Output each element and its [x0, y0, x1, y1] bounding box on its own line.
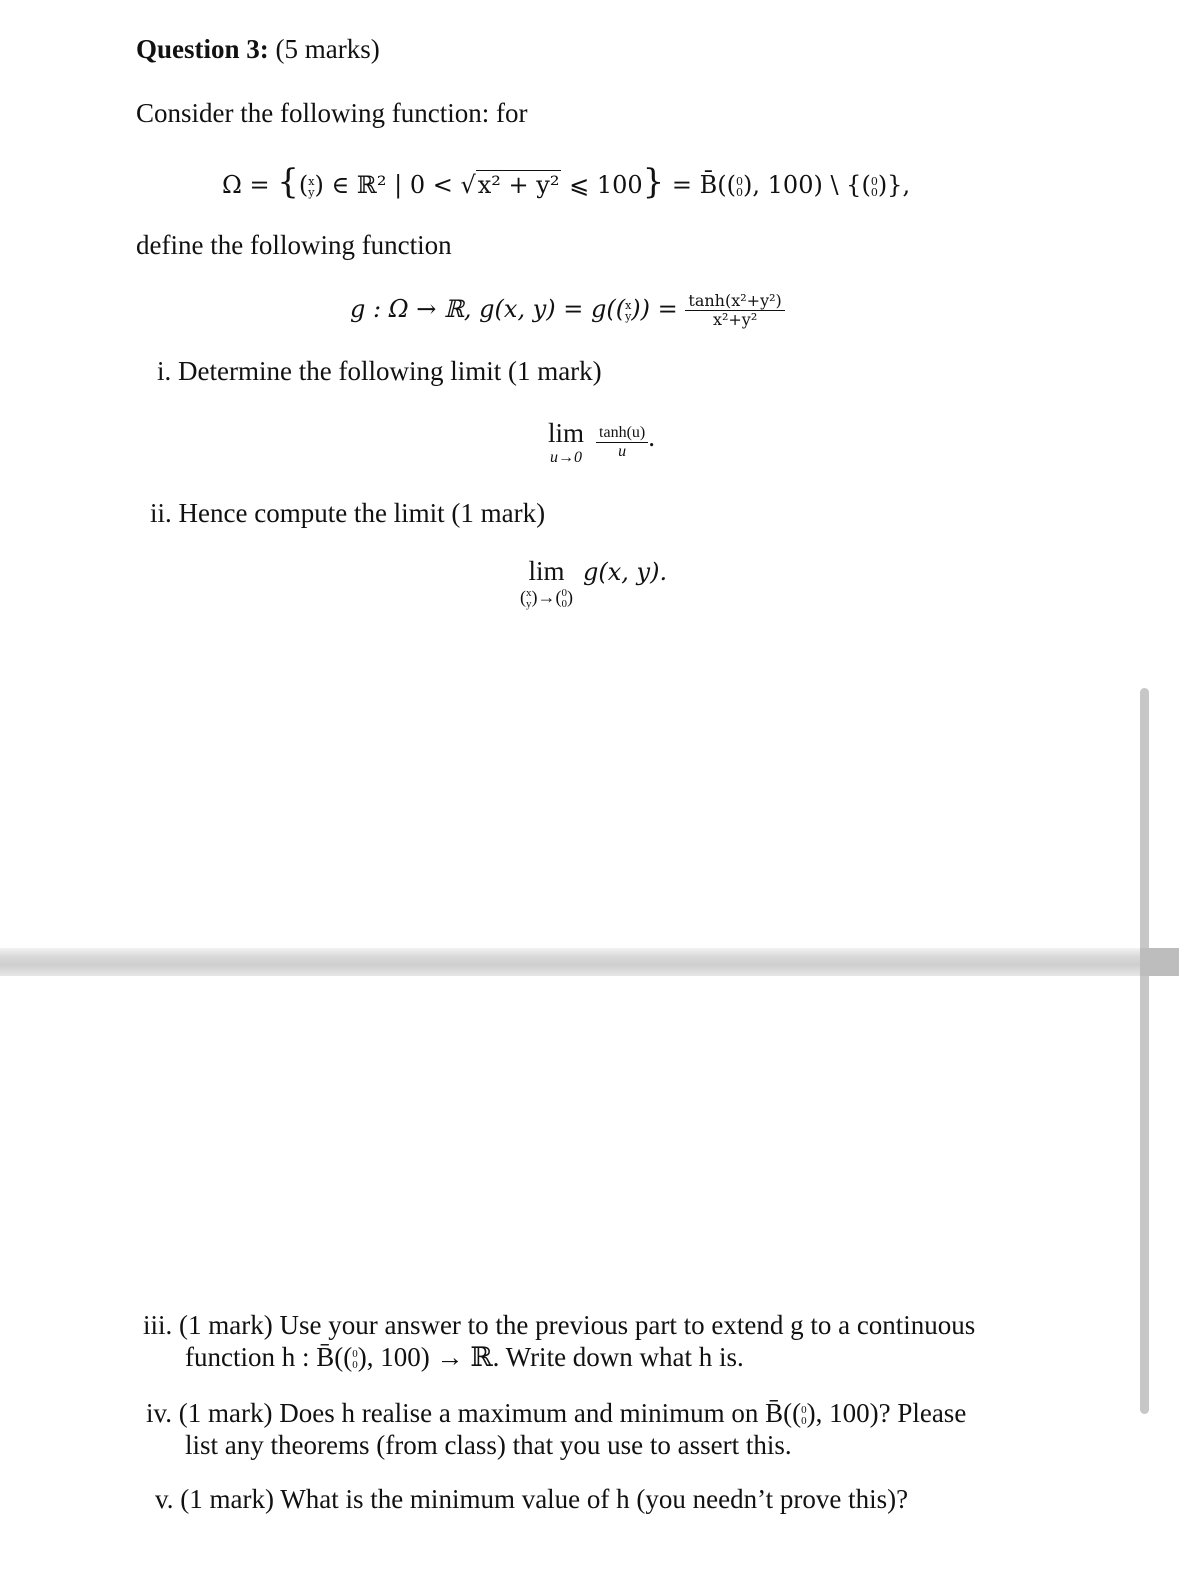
- limit-i-fraction: [596, 424, 648, 461]
- g-numerator: tanh(x²+y²): [685, 292, 784, 311]
- omega-definition: Ω = {( x y ) ∈ ℝ² | 0 < √x² + y² ⩽ 100} = B̄(( 0 0 ), 100) \ {( 0 0 )},: [222, 162, 911, 202]
- iii-vector-zero: 0 0: [352, 1347, 358, 1371]
- omega-lhs: Ω =: [222, 171, 270, 199]
- intro-text: Consider the following function: for: [136, 98, 528, 128]
- part-ii: [150, 498, 545, 529]
- omega-bound: ⩽ 100: [569, 171, 643, 199]
- part-iii-line2: function h : B̄(( 0 0 ), 100) → ℝ. Write down what h is.: [185, 1342, 744, 1372]
- limit-i-denominator: u: [618, 443, 627, 460]
- limit-i: [548, 418, 655, 467]
- part-v-label: v.: [155, 1484, 174, 1514]
- vector-xy: x y: [308, 174, 315, 199]
- part-v: [155, 1484, 908, 1515]
- question-title: [136, 34, 380, 65]
- lim-i: lim: [548, 418, 585, 448]
- question-marks: (5 marks): [275, 34, 380, 64]
- page-divider-edge: [1140, 948, 1179, 976]
- question-number: Question 3:: [136, 34, 269, 64]
- part-i-text: Determine the following limit (1 mark): [178, 356, 602, 386]
- part-iii-label: iii.: [143, 1310, 173, 1340]
- limit-ii-expr: g(x, y).: [583, 558, 668, 586]
- part-ii-label: ii.: [150, 498, 172, 528]
- set-open-brace: {: [277, 162, 299, 202]
- part-iv-line2: list any theorems (from class) that you use to assert this.: [185, 1430, 792, 1460]
- g-definition: [350, 292, 785, 329]
- part-i: [157, 356, 602, 387]
- omega-membership: ∈ ℝ² | 0 <: [331, 171, 453, 199]
- g-def-eq: )) =: [631, 295, 678, 323]
- closed-ball-end: )},: [877, 171, 911, 199]
- iv-vector-zero: 0 0: [801, 1403, 807, 1427]
- g-denominator: x²+y²: [712, 310, 758, 329]
- part-iii-line1: (1 mark) Use your answer to the previous part to extend g to a continuous: [179, 1310, 976, 1340]
- vector-zero: 0 0: [736, 174, 744, 199]
- page-divider: [0, 948, 1179, 976]
- lim-ii-sub: ( x y )→( 0 0 ): [520, 586, 573, 610]
- omega-sqrt-expr: x² + y²: [477, 171, 560, 199]
- part-v-text: (1 mark) What is the minimum value of h (you needn’t prove this)?: [180, 1484, 909, 1514]
- limit-ii: [520, 556, 667, 610]
- lim-i-sub: u→0: [550, 449, 582, 466]
- closed-ball-rest: ), 100) \ {(: [743, 171, 871, 199]
- set-close-brace: }: [642, 162, 665, 202]
- scrollbar[interactable]: [1140, 688, 1149, 1414]
- define-text: define the following function: [136, 230, 452, 260]
- g-fraction: [685, 292, 784, 329]
- part-ii-text: Hence compute the limit (1 mark): [178, 498, 546, 528]
- limit-i-numerator: tanh(u): [596, 424, 648, 443]
- lim-ii: lim: [528, 556, 565, 586]
- g-vector-xy: x y: [625, 298, 632, 323]
- g-def-lhs: g : Ω → ℝ, g(x, y) = g((: [350, 295, 626, 323]
- limit-i-dot: .: [648, 422, 655, 453]
- closed-ball-eq: = B̄((: [671, 171, 737, 199]
- vector-zero-2: 0 0: [870, 174, 878, 199]
- part-iv: iv. (1 mark) Does h realise a maximum and minimum on B̄(( 0 0 ), 100)? Please: [146, 1398, 967, 1428]
- part-iii: [143, 1310, 975, 1341]
- part-iv-label: iv.: [146, 1398, 172, 1428]
- part-i-label: i.: [157, 356, 172, 386]
